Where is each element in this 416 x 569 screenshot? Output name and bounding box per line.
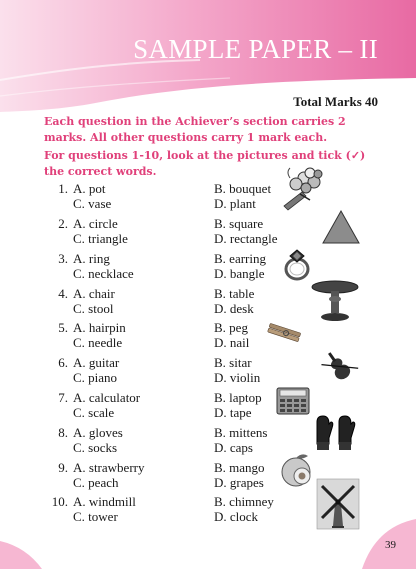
peg-icon bbox=[266, 322, 302, 344]
option-b[interactable]: B. sitar bbox=[214, 355, 252, 370]
question-number: 7. bbox=[58, 390, 68, 405]
option-b[interactable]: B. mango bbox=[214, 460, 265, 475]
option-b[interactable]: B. earring bbox=[214, 251, 266, 266]
page-title: SAMPLE PAPER – II bbox=[133, 34, 378, 64]
option-d[interactable]: D. plant bbox=[214, 196, 256, 211]
total-marks: Total Marks 40 bbox=[293, 94, 378, 109]
question-number: 6. bbox=[58, 355, 68, 370]
option-d[interactable]: D. caps bbox=[214, 440, 253, 455]
option-c[interactable]: C. scale bbox=[73, 405, 115, 420]
option-c[interactable]: C. socks bbox=[73, 440, 118, 455]
option-d[interactable]: D. desk bbox=[214, 301, 254, 316]
option-c[interactable]: C. triangle bbox=[73, 231, 128, 246]
option-c[interactable]: C. necklace bbox=[73, 266, 134, 281]
question-1 bbox=[40, 181, 380, 213]
corner-decoration-left bbox=[0, 529, 46, 569]
option-c[interactable]: C. peach bbox=[73, 475, 119, 490]
option-d[interactable]: D. rectangle bbox=[214, 231, 278, 246]
question-number: 1. bbox=[58, 181, 68, 196]
peach-icon bbox=[276, 452, 318, 488]
instruction-tick: For questions 1-10, look at the pictures and tick (✓) the correct words. bbox=[44, 149, 366, 178]
option-b[interactable]: B. bouquet bbox=[214, 181, 272, 196]
option-b[interactable]: B. table bbox=[214, 286, 255, 301]
mittens-icon bbox=[312, 414, 358, 454]
option-d[interactable]: D. violin bbox=[214, 370, 261, 385]
option-a[interactable]: A. gloves bbox=[73, 425, 123, 440]
triangle-icon bbox=[322, 210, 360, 244]
option-b[interactable]: B. mittens bbox=[214, 425, 268, 440]
ring-icon bbox=[282, 248, 312, 282]
option-d[interactable]: D. nail bbox=[214, 335, 250, 350]
option-a[interactable]: A. strawberry bbox=[73, 460, 145, 475]
instruction-marks: Each question in the Achiever’s section carries 2 marks. All other questions carry 1 mark each. bbox=[44, 115, 346, 144]
option-b[interactable]: B. chimney bbox=[214, 494, 274, 509]
option-d[interactable]: D. grapes bbox=[214, 475, 264, 490]
option-c[interactable]: C. vase bbox=[73, 196, 112, 211]
option-b[interactable]: B. laptop bbox=[214, 390, 262, 405]
question-number: 10. bbox=[51, 494, 68, 509]
option-a[interactable]: A. ring bbox=[73, 251, 110, 266]
option-d[interactable]: D. clock bbox=[214, 509, 259, 524]
option-b[interactable]: B. square bbox=[214, 216, 264, 231]
question-number: 3. bbox=[58, 251, 68, 266]
option-c[interactable]: C. needle bbox=[73, 335, 123, 350]
option-d[interactable]: D. bangle bbox=[214, 266, 265, 281]
option-a[interactable]: A. pot bbox=[73, 181, 106, 196]
corner-decoration-right bbox=[352, 519, 416, 569]
option-c[interactable]: C. tower bbox=[73, 509, 118, 524]
option-a[interactable]: A. calculator bbox=[73, 390, 141, 405]
calculator-icon bbox=[276, 387, 310, 415]
question-5 bbox=[40, 320, 380, 352]
table-icon bbox=[310, 279, 360, 323]
option-b[interactable]: B. peg bbox=[214, 320, 248, 335]
option-a[interactable]: A. circle bbox=[73, 216, 118, 231]
option-a[interactable]: A. chair bbox=[73, 286, 115, 301]
question-number: 2. bbox=[58, 216, 68, 231]
option-c[interactable]: C. piano bbox=[73, 370, 118, 385]
option-a[interactable]: A. guitar bbox=[73, 355, 120, 370]
bouquet-icon bbox=[276, 166, 326, 212]
question-number: 5. bbox=[58, 320, 68, 335]
option-d[interactable]: D. tape bbox=[214, 405, 252, 420]
option-a[interactable]: A. hairpin bbox=[73, 320, 126, 335]
question-number: 8. bbox=[58, 425, 68, 440]
violin-icon bbox=[318, 349, 360, 385]
question-number: 4. bbox=[58, 286, 68, 301]
option-c[interactable]: C. stool bbox=[73, 301, 114, 316]
option-a[interactable]: A. windmill bbox=[73, 494, 136, 509]
question-number: 9. bbox=[58, 460, 68, 475]
page-number: 39 bbox=[385, 539, 396, 551]
